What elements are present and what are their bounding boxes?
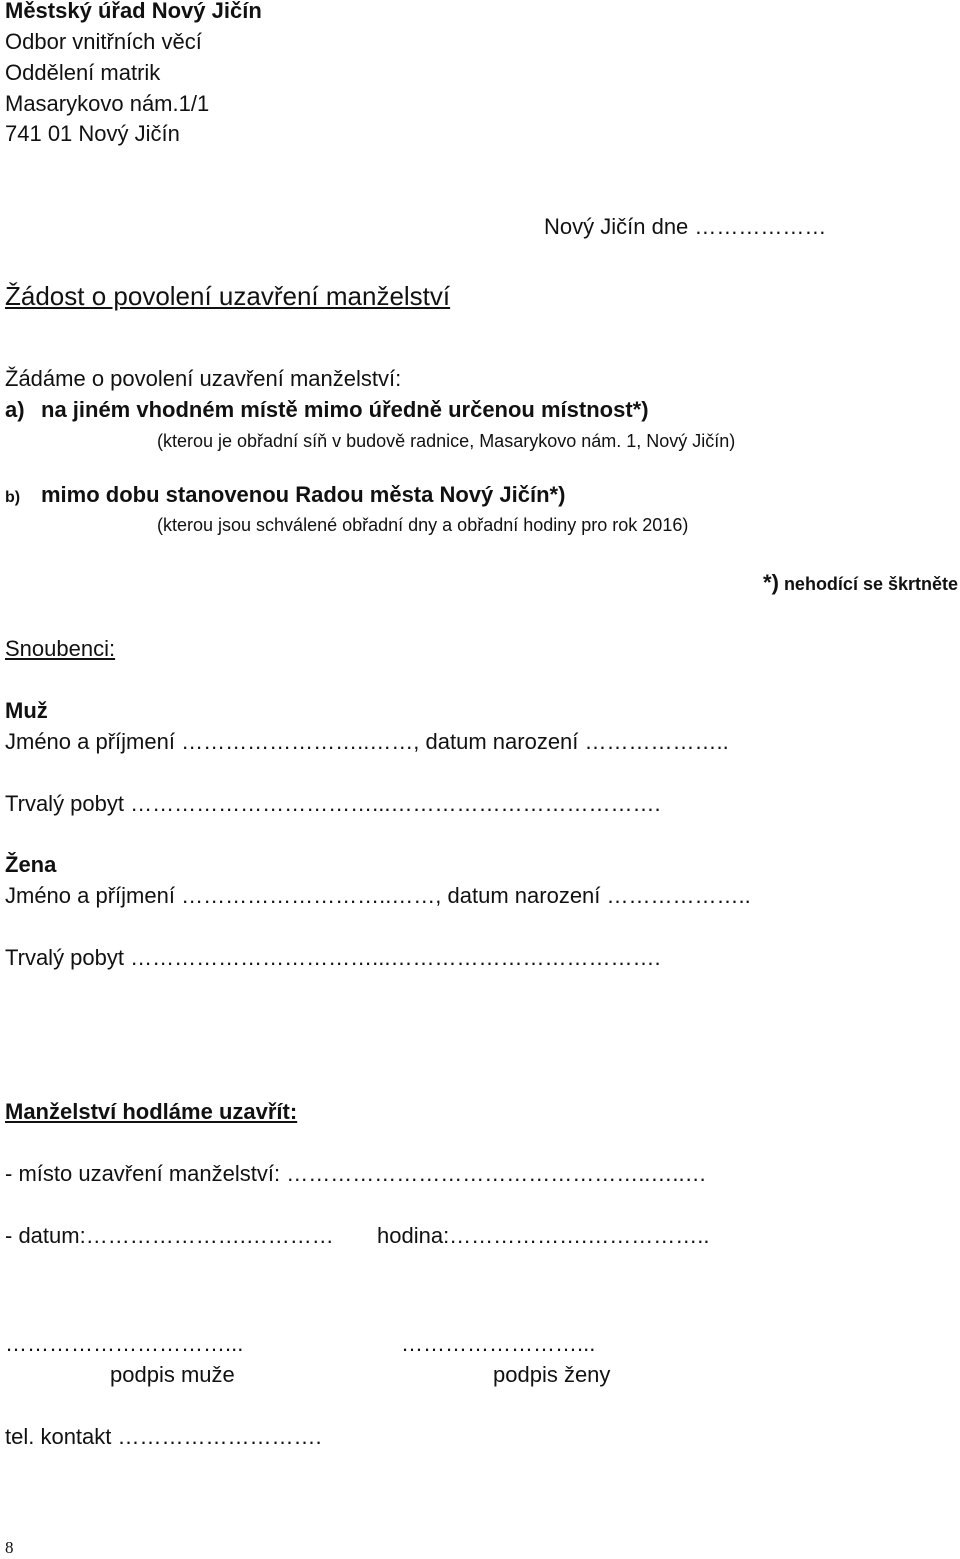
option-a-letter: a) xyxy=(5,397,25,422)
option-b-letter: b) xyxy=(5,489,21,506)
man-label: Muž xyxy=(5,698,48,723)
option-b-note: (kterou jsou schválené obřadní dny a obřadní hodiny pro rok 2016) xyxy=(157,515,689,535)
wedding-heading: Manželství hodláme uzavřít: xyxy=(5,1099,298,1124)
option-a-text: na jiném vhodném místě mimo úředně určenou místnost*) xyxy=(41,397,649,422)
footnote-mark: *) xyxy=(763,570,779,595)
office-name: Městský úřad Nový Jičín xyxy=(5,0,262,23)
phone-contact: tel. kontakt ………………………. xyxy=(5,1424,322,1449)
woman-residence-line: Trvalý pobyt ……………………………...………………………………. xyxy=(5,945,661,970)
woman-name-line: Jméno a příjmení ………………………..……, datum narození ……………….. xyxy=(5,883,751,908)
option-a-note: (kterou je obřadní síň v budově radnice, Masarykovo nám. 1, Nový Jičín) xyxy=(157,431,736,451)
signature-label-man: podpis muže xyxy=(110,1362,235,1387)
date-line: Nový Jičín dne ……………… xyxy=(544,214,827,239)
section-name: Oddělení matrik xyxy=(5,60,161,85)
couple-heading: Snoubenci: xyxy=(5,636,116,661)
option-b xyxy=(5,482,565,511)
man-residence-line: Trvalý pobyt ……………………………...………………………………. xyxy=(5,791,661,816)
address-city: 741 01 Nový Jičín xyxy=(5,121,180,146)
department-name: Odbor vnitřních věcí xyxy=(5,29,202,54)
request-intro: Žádáme o povolení uzavření manželství: xyxy=(5,366,402,391)
footnote-text: nehodící se škrtněte xyxy=(778,574,958,594)
signature-label-woman: podpis ženy xyxy=(493,1362,611,1387)
footnote xyxy=(763,571,958,596)
wedding-place-line: - místo uzavření manželství: …………………………………………..…..… xyxy=(5,1161,707,1186)
option-b-text: mimo dobu stanovenou Radou města Nový Jičín*) xyxy=(41,482,566,507)
option-a xyxy=(5,397,649,423)
signature-dots-man: …………………………... xyxy=(5,1331,244,1356)
man-name-line: Jméno a příjmení ……………………..……, datum narození ……………….. xyxy=(5,729,729,754)
wedding-date-line: - datum:………………….………… xyxy=(5,1223,334,1248)
document-title: Žádost o povolení uzavření manželství xyxy=(5,281,451,311)
woman-label: Žena xyxy=(5,852,57,877)
address-street: Masarykovo nám.1/1 xyxy=(5,91,210,116)
signature-dots-woman: ……………………... xyxy=(401,1331,596,1356)
page-number: 8 xyxy=(5,1538,14,1557)
wedding-time-line: hodina:……………….…………….. xyxy=(377,1223,710,1248)
